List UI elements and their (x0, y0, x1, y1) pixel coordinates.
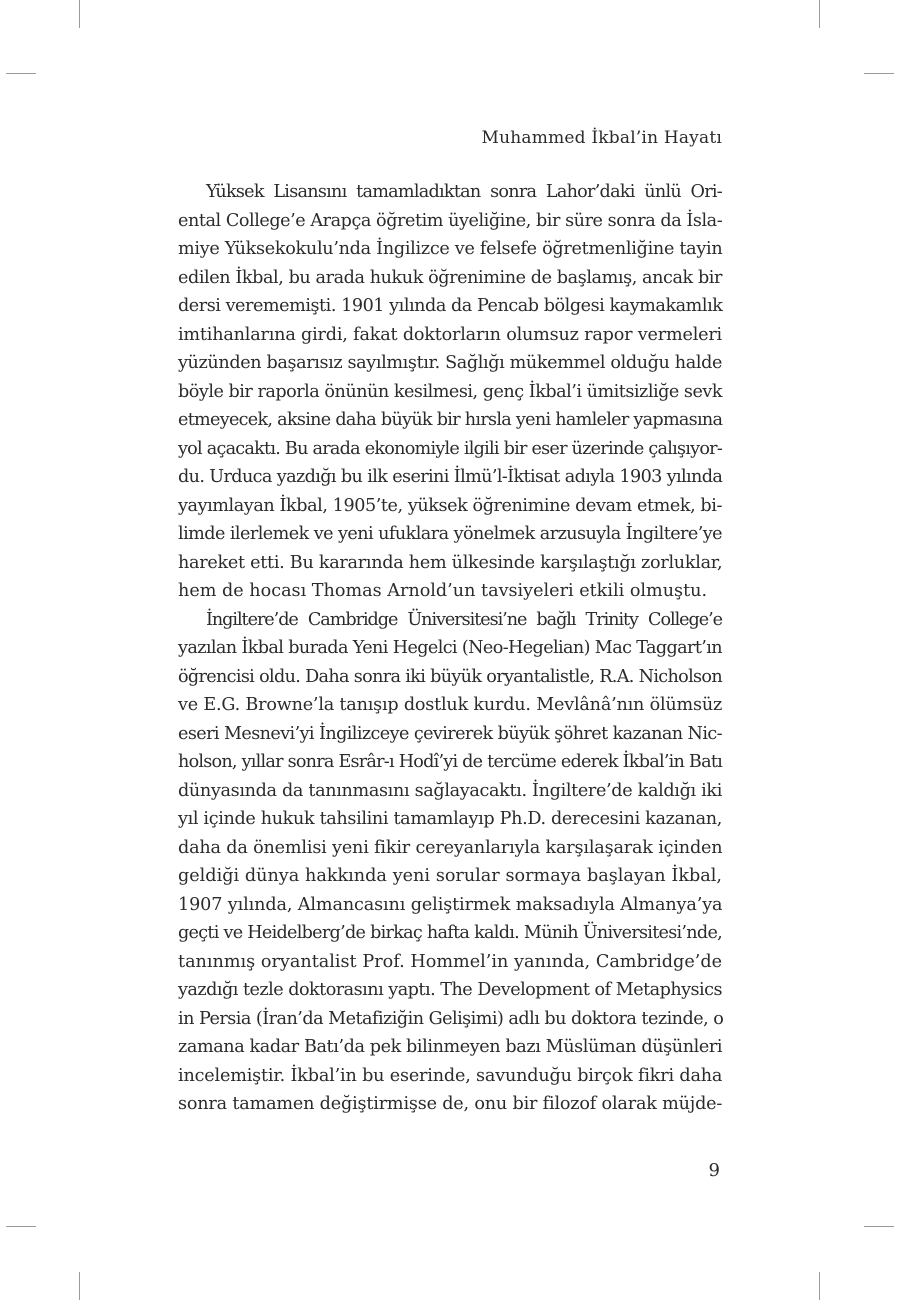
text-line: tanınmış oryantalist Prof. Hommel’in yanında, Cambridge’de (178, 951, 722, 972)
crop-mark (79, 1272, 80, 1300)
paragraph (178, 606, 722, 1119)
page-number: 9 (708, 1160, 720, 1181)
text-line: holson, yıllar sonra Esrâr-ı Hodî’yi de tercüme ederek İkbal’in Batı (178, 752, 722, 772)
crop-mark (819, 0, 820, 28)
text-line: geçti ve Heidelberg’de birkaç hafta kaldı. Münih Üniversitesi’nde, (178, 923, 722, 943)
text-line: ve E.G. Browne’la tanışıp dostluk kurdu. Mevlânâ’nın ölümsüz (178, 695, 723, 715)
text-line: yıl içinde hukuk tahsilini tamamlayıp Ph.D. derecesini kazanan, (178, 809, 722, 829)
text-line: incelemiştir. İkbal’in bu eserinde, savunduğu birçok fikri daha (178, 1065, 723, 1086)
text-line: zamana kadar Batı’da pek bilinmeyen bazı Müslüman düşünleri (178, 1037, 723, 1057)
text-line: 1907 yılında, Almancasını geliştirmek maksadıyla Almanya’ya (178, 894, 723, 915)
text-line: in Persia (İran’da Metafiziğin Gelişimi) adlı bu doktora tezinde, o (178, 1008, 724, 1029)
text-line: du. Urduca yazdığı bu ilk eserini İlmü’l-İktisat adıyla 1903 yılında (178, 467, 723, 487)
text-line: miye Yüksekokulu’nda İngilizce ve felsefe öğretmenliğine tayin (178, 239, 723, 259)
text-line: yazdığı tezle doktorasını yaptı. The Development of Metaphysics (178, 980, 722, 1000)
text-line: hem de hocası Thomas Arnold’un tavsiyeleri etkili olmuştu. (178, 581, 708, 601)
text-line: ental College’e Arapça öğretim üyeliğine, bir süre sonra da İsla- (178, 210, 723, 231)
text-line: İngiltere’de Cambridge Üniversitesi’ne bağlı Trinity College’e (206, 609, 722, 630)
text-line: dersi verememişti. 1901 yılında da Pencab bölgesi kaymakamlık (178, 296, 723, 316)
text-line: daha da önemlisi yeni fikir cereyanlarıyla karşılaşarak içinden (178, 837, 723, 858)
text-line: dünyasında da tanınmasını sağlayacaktı. İngiltere’de kaldığı iki (178, 780, 722, 801)
text-line: limde ilerlemek ve yeni ufuklara yönelmek arzusuyla İngiltere’ye (178, 524, 722, 544)
text-line: sonra tamamen değiştirmişse de, onu bir filozof olarak müjde- (178, 1094, 723, 1114)
text-line: hareket etti. Bu kararında hem ülkesinde karşılaştığı zorluklar, (178, 552, 723, 573)
crop-mark (864, 73, 894, 74)
text-line: etmeyecek, aksine daha büyük bir hırsla yeni hamleler yapmasına (178, 410, 723, 430)
text-line: edilen İkbal, bu arada hukuk öğrenimine de başlamış, ancak bir (178, 267, 722, 288)
text-line: geldiği dünya hakkında yeni sorular sormaya başlayan İkbal, (178, 866, 722, 886)
text-line: imtihanlarına girdi, fakat doktorların olumsuz rapor vermeleri (178, 324, 722, 345)
crop-mark (864, 1226, 894, 1227)
text-line: eseri Mesnevi’yi İngilizceye çevirerek büyük şöhret kazanan Nic- (178, 723, 722, 744)
text-line: öğrencisi oldu. Daha sonra iki büyük oryantalistle, R.A. Nicholson (178, 666, 722, 687)
running-head: Muhammed İkbal’in Hayatı (481, 128, 722, 148)
paragraph (178, 178, 722, 606)
crop-mark (6, 1226, 36, 1227)
text-line: Yüksek Lisansını tamamladıktan sonra Lahor’daki ünlü Ori- (206, 182, 722, 202)
crop-mark (6, 73, 36, 74)
body-text (178, 178, 722, 1119)
text-line: yayımlayan İkbal, 1905’te, yüksek öğrenimine devam etmek, bi- (178, 495, 722, 516)
text-line: yazılan İkbal burada Yeni Hegelci (Neo-Hegelian) Mac Taggart’ın (178, 638, 722, 658)
crop-mark (79, 0, 80, 28)
text-line: yüzünden başarısız sayılmıştır. Sağlığı mükemmel olduğu halde (178, 353, 722, 373)
text-line: böyle bir raporla önünün kesilmesi, genç İkbal’i ümitsizliğe sevk (178, 381, 722, 402)
crop-mark (819, 1272, 820, 1300)
text-line: yol açacaktı. Bu arada ekonomiyle ilgili bir eser üzerinde çalışıyor- (178, 438, 723, 459)
